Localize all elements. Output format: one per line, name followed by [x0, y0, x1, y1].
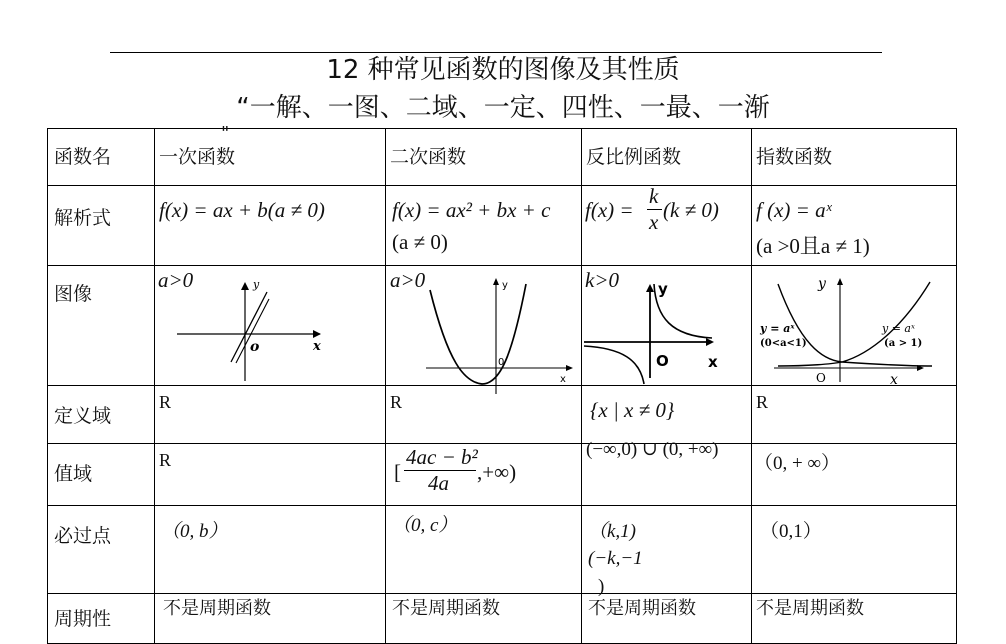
exponential-left-curve-condition: (0<a<1) — [760, 338, 807, 349]
quadratic-domain: R — [390, 392, 403, 412]
row-period — [48, 594, 957, 644]
cell-inverse-point — [582, 506, 752, 597]
header-domain: 定义域 — [48, 386, 155, 444]
cell-linear-graph — [155, 266, 386, 386]
cell-quadratic-point — [386, 506, 582, 594]
linear-domain: R — [159, 392, 172, 412]
cell-exponential-graph — [752, 266, 957, 386]
inverse-formula-denominator: x — [649, 210, 659, 234]
header-function-name: 函数名 — [48, 129, 155, 186]
exponential-origin-label: O — [816, 371, 826, 385]
header-period: 周期性 — [48, 594, 155, 644]
inverse-y-arrow — [646, 284, 654, 292]
linear-x-label: x — [313, 339, 321, 354]
quadratic-name: 二次函数 — [386, 129, 582, 186]
inverse-point-3: ) — [598, 576, 605, 597]
inverse-graph — [582, 266, 752, 386]
inverse-range: (−∞,0) ∪ (0, +∞) — [586, 439, 719, 460]
inverse-x-label: x — [708, 353, 718, 371]
inverse-domain: {x | x ≠ 0} — [590, 398, 675, 422]
linear-range: R — [159, 450, 172, 470]
quadratic-point: （0, c） — [392, 515, 458, 536]
quadratic-parabola — [430, 284, 526, 384]
exponential-right-curve-condition: (a > 1) — [884, 338, 923, 349]
quadratic-x-arrow — [566, 365, 573, 371]
row-graph — [48, 266, 957, 386]
quadratic-formula-condition: (a ≠ 0) — [392, 230, 448, 254]
inverse-point-2: (−k,−1 — [588, 548, 643, 569]
cell-linear-name — [155, 123, 386, 186]
function-table — [47, 123, 957, 644]
exponential-right-curve-label: y = aˣ — [882, 322, 915, 335]
quadratic-range-close: ,+∞) — [477, 460, 517, 484]
cell-quadratic-graph — [386, 266, 582, 386]
inverse-origin-label: O — [656, 352, 669, 370]
row-point — [48, 506, 957, 594]
exponential-period: 不是周期函数 — [756, 598, 864, 619]
inverse-period: 不是周期函数 — [588, 598, 696, 619]
cell-quadratic-range — [386, 444, 582, 506]
quadratic-graph-condition: a>0 — [390, 268, 426, 292]
inverse-graph-condition: k>0 — [585, 268, 619, 292]
linear-x-arrow — [313, 330, 321, 338]
cell-exponential-formula — [752, 186, 957, 266]
cell-inverse-domain — [582, 386, 752, 444]
row-formula — [48, 186, 957, 266]
linear-formula: f(x) = ax + b(a ≠ 0) — [159, 198, 325, 222]
quadratic-y-label: y — [502, 280, 508, 291]
cell-inverse-formula — [582, 186, 752, 266]
cell-inverse-graph — [582, 266, 752, 386]
quote-mark: " — [221, 123, 230, 144]
quadratic-range-numerator: 4ac − b² — [406, 445, 478, 469]
row-range — [48, 444, 957, 506]
quadratic-range-denominator: 4a — [428, 471, 449, 495]
cell-linear-period — [155, 594, 386, 644]
inverse-formula-left: f(x) = — [585, 198, 634, 222]
page-subtitle: “一解、一图、二域、一定、四性、一最、一渐 — [236, 93, 770, 123]
cell-linear-domain — [155, 386, 386, 444]
inverse-formula-right: (k ≠ 0) — [663, 198, 719, 222]
linear-origin-label: o — [250, 339, 260, 355]
quadratic-origin-label: 0 — [498, 357, 505, 368]
cell-quadratic-domain — [386, 386, 582, 444]
header-formula: 解析式 — [48, 186, 155, 266]
linear-line — [231, 292, 267, 362]
exponential-left-curve-label: y = aˣ — [760, 322, 795, 335]
inverse-name: 反比例函数 — [582, 129, 752, 186]
linear-graph-condition: a>0 — [158, 268, 194, 292]
linear-point: （0, b） — [161, 521, 228, 542]
inverse-point-1: （k,1) — [588, 521, 637, 542]
linear-graph — [155, 266, 386, 386]
header-graph: 图像 — [48, 266, 155, 386]
cell-inverse-range — [582, 439, 752, 506]
linear-y-label: y — [253, 278, 260, 291]
cell-exponential-period — [752, 594, 957, 644]
exponential-y-label: y — [818, 276, 826, 292]
cell-exponential-range — [752, 444, 957, 506]
exponential-range: （0, + ∞） — [754, 453, 841, 474]
exponential-point: （0,1） — [760, 521, 822, 542]
quadratic-graph — [386, 266, 582, 386]
row-domain — [48, 386, 957, 444]
quadratic-period: 不是周期函数 — [392, 598, 500, 619]
exponential-domain: R — [756, 392, 769, 412]
cell-exponential-point — [752, 506, 957, 594]
quadratic-x-label: x — [560, 374, 566, 385]
exponential-name: 指数函数 — [752, 129, 957, 186]
cell-quadratic-period — [386, 594, 582, 644]
exponential-formula: f (x) = aˣ — [756, 198, 832, 222]
inverse-formula-numerator: k — [649, 184, 659, 208]
exponential-graph — [752, 266, 957, 386]
inverse-y-label: y — [658, 280, 668, 298]
cell-inverse-period — [582, 594, 752, 644]
exponential-x-label: x — [890, 372, 898, 388]
exponential-y-arrow — [837, 278, 843, 285]
linear-period: 不是周期函数 — [163, 598, 271, 619]
inverse-curve-q3 — [584, 346, 644, 384]
linear-name: 一次函数 — [159, 146, 236, 168]
inverse-x-arrow — [706, 338, 714, 346]
header-point: 必过点 — [48, 506, 155, 594]
cell-linear-point — [155, 506, 386, 594]
page-title: 12 种常见函数的图像及其性质 — [326, 55, 680, 85]
cell-exponential-domain — [752, 386, 957, 444]
exponential-formula-condition: (a >0且a ≠ 1) — [756, 234, 870, 258]
row-function-name — [48, 129, 957, 186]
quadratic-y-arrow — [493, 278, 499, 285]
linear-y-arrow — [241, 282, 249, 290]
quadratic-formula: f(x) = ax² + bx + c — [392, 198, 551, 222]
cell-linear-formula — [155, 186, 386, 266]
header-range: 值域 — [48, 444, 155, 506]
quadratic-range-open: [ — [394, 460, 401, 484]
cell-linear-range — [155, 444, 386, 506]
cell-quadratic-formula — [386, 186, 582, 266]
